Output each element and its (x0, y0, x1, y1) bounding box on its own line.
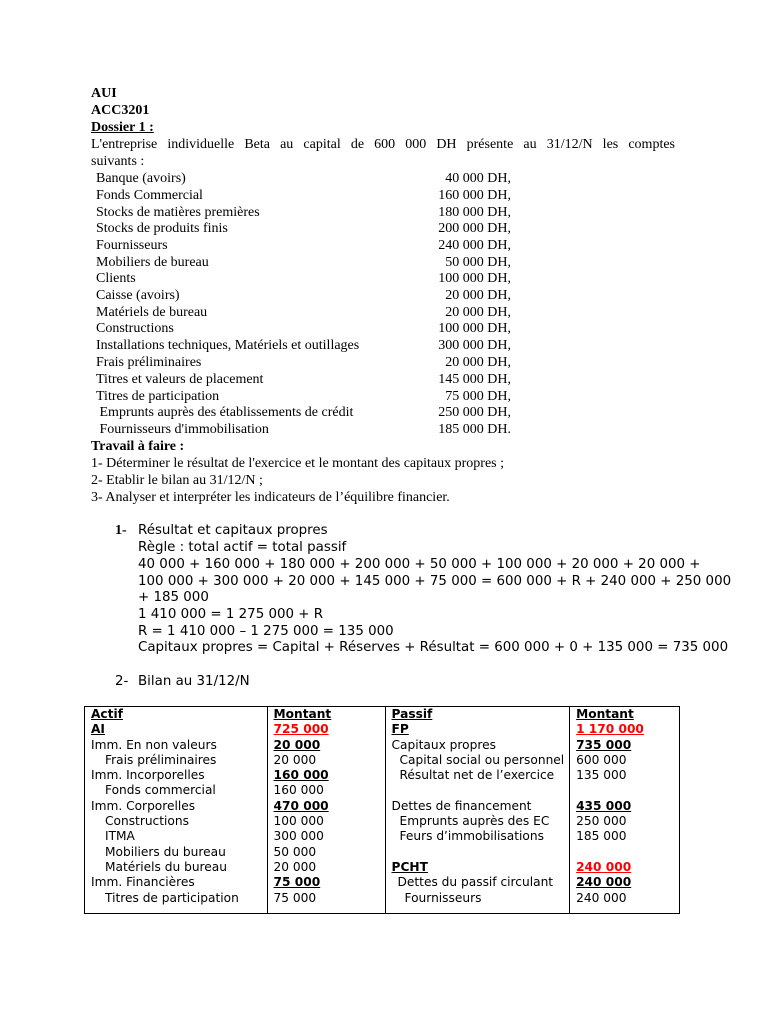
solution-1-equation: R = 1 410 000 – 1 275 000 = 135 000 (138, 624, 394, 639)
passif-amount (570, 783, 680, 798)
actif-label: Imm. En non valeurs (85, 738, 268, 753)
account-amount: 75 000 DH, (445, 389, 511, 404)
solution-1-rule: Règle : total actif = total passif (138, 540, 347, 555)
account-label: Fonds Commercial (96, 188, 203, 203)
account-amount: 20 000 DH, (445, 305, 511, 320)
actif-amount: 20 000 (267, 860, 385, 875)
account-label: Titres de participation (96, 389, 220, 404)
table-row (85, 783, 680, 798)
passif-amount: 135 000 (570, 768, 680, 783)
table-row (85, 722, 680, 737)
passif-label: Résultat net de l’exercice (385, 768, 570, 783)
solution-1-result: Capitaux propres = Capital + Réserves + Résultat = 600 000 + 0 + 135 000 = 735 000 (138, 640, 729, 655)
table-row (85, 814, 680, 829)
account-label: Matériels de bureau (96, 305, 208, 320)
actif-amount: 75 000 (267, 875, 385, 890)
actif-amount: 160 000 (267, 783, 385, 798)
account-amount: 20 000 DH, (445, 355, 511, 370)
actif-amount: 75 000 (267, 891, 385, 914)
account-label: Installations techniques, Matériels et outillages (96, 338, 360, 353)
balance-sheet-table (84, 706, 680, 914)
dossier-title: Dossier 1 : (91, 120, 154, 135)
task-item: 3- Analyser et interpréter les indicateurs de l’équilibre financier. (91, 490, 450, 505)
passif-label: Dettes de financement (385, 799, 570, 814)
passif-label: Capital social ou personnel (385, 753, 570, 768)
table-row (85, 799, 680, 814)
account-label: Stocks de produits finis (96, 221, 228, 236)
header-montant-passif: Montant (570, 707, 680, 723)
passif-label: Emprunts auprès des EC (385, 814, 570, 829)
passif-label: FP (385, 722, 570, 737)
actif-label: AI (85, 722, 268, 737)
actif-label: ITMA (85, 829, 268, 844)
actif-amount: 470 000 (267, 799, 385, 814)
solution-1-equation: 1 410 000 = 1 275 000 + R (138, 607, 324, 622)
table-row (85, 845, 680, 860)
course-code: ACC3201 (91, 103, 150, 118)
solution-1-equation: 100 000 + 300 000 + 20 000 + 145 000 + 75 000 = 600 000 + R + 240 000 + 250 000 (138, 574, 732, 589)
passif-label: Capitaux propres (385, 738, 570, 753)
table-header-row (85, 707, 680, 723)
actif-amount: 20 000 (267, 753, 385, 768)
solution-1-equation: + 185 000 (138, 590, 209, 605)
passif-amount: 240 000 (570, 860, 680, 875)
solution-2-number: 2- (115, 674, 129, 689)
account-amount: 40 000 DH, (445, 171, 511, 186)
actif-amount: 160 000 (267, 768, 385, 783)
passif-label: Fournisseurs (385, 891, 570, 914)
actif-label: Fonds commercial (85, 783, 268, 798)
account-amount: 145 000 DH, (438, 372, 511, 387)
account-label: Fournisseurs d'immobilisation (96, 422, 269, 437)
actif-amount: 300 000 (267, 829, 385, 844)
intro-line-1: L'entreprise individuelle Beta au capital de 600 000 DH présente au 31/12/N les comptes (91, 137, 675, 152)
passif-amount: 600 000 (570, 753, 680, 768)
table-row (85, 738, 680, 753)
actif-amount: 100 000 (267, 814, 385, 829)
table-row (85, 768, 680, 783)
passif-amount: 1 170 000 (570, 722, 680, 737)
intro-line-2: suivants : (91, 154, 145, 169)
table-row (85, 829, 680, 844)
account-label: Caisse (avoirs) (96, 288, 180, 303)
account-label: Mobiliers de bureau (96, 255, 209, 270)
account-amount: 250 000 DH, (438, 405, 511, 420)
solution-1-equation: 40 000 + 160 000 + 180 000 + 200 000 + 50 000 + 100 000 + 20 000 + 20 000 + (138, 557, 701, 572)
account-amount: 160 000 DH, (438, 188, 511, 203)
account-label: Titres et valeurs de placement (96, 372, 264, 387)
actif-label: Mobiliers du bureau (85, 845, 268, 860)
passif-amount: 185 000 (570, 829, 680, 844)
actif-label: Titres de participation (85, 891, 268, 914)
passif-label (385, 783, 570, 798)
passif-amount (570, 845, 680, 860)
actif-label: Constructions (85, 814, 268, 829)
solution-1-number: 1- (115, 523, 127, 538)
account-label: Fournisseurs (96, 238, 168, 253)
account-label: Stocks de matières premières (96, 205, 260, 220)
account-amount: 50 000 DH, (445, 255, 511, 270)
actif-label: Imm. Financières (85, 875, 268, 890)
header-montant-actif: Montant (267, 707, 385, 723)
passif-label (385, 845, 570, 860)
actif-label: Imm. Corporelles (85, 799, 268, 814)
solution-2-title: Bilan au 31/12/N (138, 674, 250, 689)
course-institution: AUI (91, 86, 117, 101)
tasks-title: Travail à faire : (91, 439, 185, 454)
passif-amount: 735 000 (570, 738, 680, 753)
account-amount: 300 000 DH, (438, 338, 511, 353)
account-amount: 100 000 DH, (438, 321, 511, 336)
passif-label: PCHT (385, 860, 570, 875)
actif-label: Imm. Incorporelles (85, 768, 268, 783)
account-amount: 240 000 DH, (438, 238, 511, 253)
actif-amount: 50 000 (267, 845, 385, 860)
task-item: 1- Déterminer le résultat de l'exercice et le montant des capitaux propres ; (91, 456, 505, 471)
account-amount: 100 000 DH, (438, 271, 511, 286)
actif-label: Matériels du bureau (85, 860, 268, 875)
account-amount: 20 000 DH, (445, 288, 511, 303)
passif-label: Dettes du passif circulant (385, 875, 570, 890)
account-amount: 200 000 DH, (438, 221, 511, 236)
actif-amount: 725 000 (267, 722, 385, 737)
table-row (85, 891, 680, 914)
table-row (85, 753, 680, 768)
passif-amount: 250 000 (570, 814, 680, 829)
account-amount: 180 000 DH, (438, 205, 511, 220)
account-amount: 185 000 DH. (438, 422, 511, 437)
account-label: Frais préliminaires (96, 355, 202, 370)
table-row (85, 875, 680, 890)
account-label: Banque (avoirs) (96, 171, 186, 186)
actif-label: Frais préliminaires (85, 753, 268, 768)
actif-amount: 20 000 (267, 738, 385, 753)
account-label: Constructions (96, 321, 174, 336)
account-label: Clients (96, 271, 136, 286)
table-row (85, 860, 680, 875)
solution-1-title: Résultat et capitaux propres (138, 523, 328, 538)
task-item: 2- Etablir le bilan au 31/12/N ; (91, 473, 263, 488)
passif-amount: 240 000 (570, 891, 680, 914)
passif-amount: 435 000 (570, 799, 680, 814)
account-label: Emprunts auprès des établissements de crédit (96, 405, 354, 420)
header-passif: Passif (385, 707, 570, 723)
header-actif: Actif (85, 707, 268, 723)
passif-amount: 240 000 (570, 875, 680, 890)
passif-label: Feurs d’immobilisations (385, 829, 570, 844)
